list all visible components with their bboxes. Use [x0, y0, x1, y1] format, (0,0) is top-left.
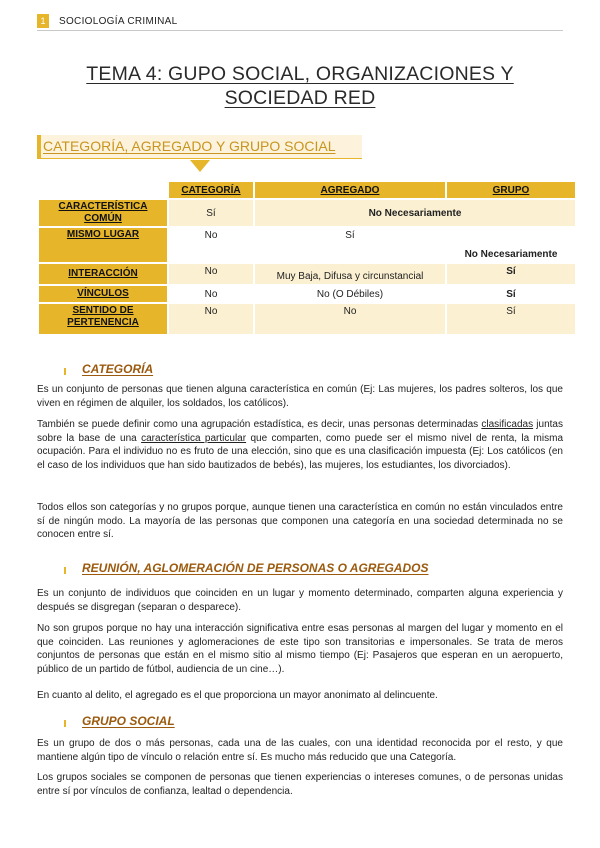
table-cell: Sí	[447, 286, 575, 302]
paragraph: Los grupos sociales se componen de personas que tienen experiencias o intereses comunes, o de personas unidas entre sí por vínculos de confianza, lealtad o dependencia.	[37, 772, 563, 797]
subheading-categoria: CATEGORÍA	[82, 362, 154, 376]
document-header-title: SOCIOLOGÍA CRIMINAL	[59, 15, 178, 27]
table-row	[39, 304, 575, 334]
paragraph: No son grupos porque no hay una interacción significativa entre esas personas al margen del lugar y momento en el que coinciden. Las reuniones y aglomeraciones de este tipo son transitorias e impersonales. Se trata de meros conjuntos de personas que están en el mismo sitio al mismo tiempo (Ej: Pasajeros que esperan en un aeropuerto, público de un partido de fútbol, audiencia de un cine…).	[37, 623, 563, 675]
row-label: MISMO LUGAR	[39, 228, 167, 262]
text-run: juntas sobre la base de una	[37, 419, 563, 444]
underlined-term: clasificadas	[481, 419, 534, 430]
main-title: TEMA 4: GUPO SOCIAL, ORGANIZACIONES Y SOCIEDAD RED	[86, 63, 514, 109]
header-divider	[37, 30, 563, 31]
table-row	[39, 200, 575, 226]
table-cell: No Necesariamente	[447, 228, 575, 262]
column-header-grupo: GRUPO	[447, 182, 575, 198]
table-cell: No	[169, 286, 253, 302]
down-arrow-icon	[190, 160, 210, 172]
table-corner	[39, 182, 167, 198]
row-label: CARACTERÍSTICA COMÚN	[39, 200, 167, 226]
table-row	[39, 264, 575, 284]
table-cell: No Necesariamente	[255, 200, 575, 226]
table-cell: Sí	[255, 228, 445, 262]
paragraph: Es un conjunto de individuos que coinciden en un lugar y momento determinado, comparten alguna experiencia y después se disgregan (separan o desparece).	[37, 588, 563, 613]
table-cell: No	[255, 304, 445, 334]
paragraph	[37, 418, 563, 472]
table-cell: No (O Débiles)	[255, 286, 445, 302]
table-cell: Sí	[447, 264, 575, 284]
table-cell: Muy Baja, Difusa y circunstancial	[255, 264, 445, 284]
section-heading: CATEGORÍA, AGREGADO Y GRUPO SOCIAL	[37, 135, 362, 159]
comparison-table	[37, 180, 577, 336]
table-cell: No	[169, 228, 253, 262]
bullet-icon	[64, 567, 66, 574]
text-run: que comparten, como puede ser el mismo nivel de renta, la misma ocupación. Para el individuo no es fruto de una elección, sino que es una clasificación impuesta (Ej: Los católicos (en el caso de los individuos que han sido bautizados de bebés), las mujeres, los estudiantes, los divorciados).	[37, 432, 564, 471]
row-label: SENTIDO DE PERTENENCIA	[39, 304, 167, 334]
paragraph: Todos ellos son categorías y no grupos porque, aunque tienen una característica en común no están vinculados entre sí de ningún modo. La mayoría de las personas que componen una categoría en una sociedad determinada no se conocen entre sí.	[37, 502, 563, 540]
column-header-categoria: CATEGORÍA	[169, 182, 253, 198]
table-cell: Sí	[447, 304, 575, 334]
row-label: INTERACCIÓN	[39, 264, 167, 284]
table-row	[39, 286, 575, 302]
paragraph: Es un grupo de dos o más personas, cada una de las cuales, con una identidad reconocida por el resto, y que mantiene algún tipo de vínculo o relación entre sí. Es mucho más reducido que una Categoría.	[37, 738, 563, 763]
row-label: VÍNCULOS	[39, 286, 167, 302]
bullet-icon	[64, 720, 66, 727]
table-cell: Sí	[169, 200, 253, 226]
page-header	[37, 14, 178, 28]
column-header-agregado: AGREGADO	[255, 182, 445, 198]
bullet-icon	[64, 368, 66, 375]
text-run: También se puede definir como una agrupación estadística, es decir, unas personas determinadas	[37, 419, 482, 430]
paragraph: Es un conjunto de personas que tienen alguna característica en común (Ej: Las mujeres, los padres solteros, los que viven en régimen de alquiler, los soldados, los católicos).	[37, 384, 563, 409]
table-header-row	[39, 182, 575, 198]
table-cell: No	[169, 304, 253, 334]
underlined-term: característica particular	[141, 432, 247, 444]
table-cell: No	[169, 264, 253, 284]
subheading-reunion: REUNIÓN, AGLOMERACIÓN DE PERSONAS O AGREGADOS	[82, 561, 429, 575]
table-row	[39, 228, 575, 262]
paragraph: En cuanto al delito, el agregado es el que proporciona un mayor anonimato al delincuente.	[37, 690, 438, 701]
page-number: 1	[37, 14, 49, 28]
subheading-grupo-social: GRUPO SOCIAL	[82, 714, 175, 728]
